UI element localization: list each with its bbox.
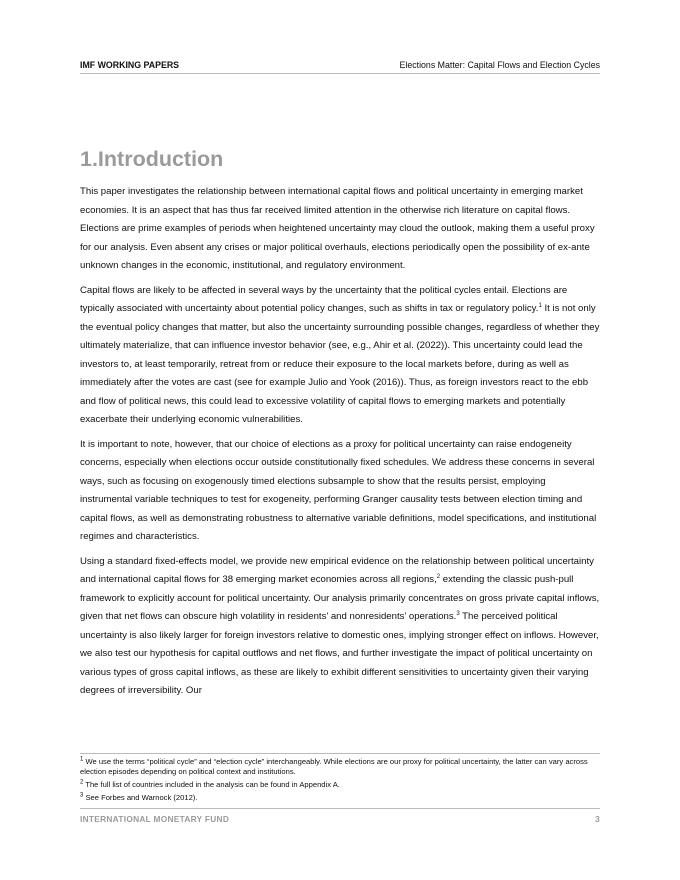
footnotes — [80, 757, 600, 805]
page-number: 3 — [595, 814, 600, 824]
footnote-ref[interactable]: 1 — [538, 302, 542, 309]
footnote: $^3$ See Forbes and Warnock (2012). — [80, 792, 198, 802]
running-footer — [80, 813, 600, 825]
section-title: 1.Introduction — [80, 147, 224, 171]
running-header — [80, 59, 600, 71]
footer-organization: INTERNATIONAL MONETARY FUND — [80, 814, 230, 824]
header-series-title: IMF WORKING PAPERS — [80, 60, 180, 70]
footnote-divider — [80, 753, 600, 754]
footnote: $^2$ The full list of countries included in the analysis can be found in Appendix A. — [80, 779, 340, 789]
footer-divider — [80, 808, 600, 809]
header-divider — [80, 73, 600, 74]
paragraph: Using a standard fixed-effects model, we provide new empirical evidence on the relationship between political uncertainty and international capital flows for 38 emerging market economies across all regions,$^2$ extending the classic push-pull framework to explicitly account for political uncertainty. Our analysis primarily concentrates on gross private capital inflows, given that net flows can obscure high volatility in residents’ and nonresidents’ operations.$^3$ The perceived political uncertainty is also likely larger for foreign investors relative to domestic ones, implying stronger effect on inflows. However, we also test our hypothesis for capital outflows and net flows, and further investigate the impact of political uncertainty on various types of gross capital inflows, as these are likely to exhibit different sensitivities to uncertainty given their varying degrees of irreversibility. Our — [80, 555, 600, 696]
paragraph: This paper investigates the relationship between international capital flows and political uncertainty in emerging market economies. It is an aspect that has thus far received limited attention in the otherwise rich literature on capital flows. Elections are prime examples of periods when heightened uncertainty may cloud the outlook, making them a useful proxy for our analysis. Even absent any crises or major political overhauls, elections periodically open the possibility of ex-ante unknown changes in the economic, institutional, and regulatory environment. — [80, 186, 595, 271]
paragraph: Capital flows are likely to be affected in several ways by the uncertainty that the political cycles entail. Elections are typically associated with uncertainty about potential policy changes, such as shifts in tax or regulatory policy.$^1$ It is not only the eventual policy changes that matter, but also the uncertainty surrounding possible changes, regardless of whether they ultimately materialize, that can influence investor behavior (see, e.g., Ahir et al. (2022)). This uncertainty could lead the investors to, at least temporarily, retreat from or reduce their exposure to the local markets before, during as well as immediately after the votes are cast (see for example Julio and Yook (2016)). Thus, as foreign investors react to the ebb and flow of political news, this could lead to excessive volatility of capital flows to emerging markets and potentially exacerbate their underlying economic vulnerabilities. — [80, 284, 600, 425]
footnote-number: 2 — [80, 779, 84, 786]
footnote: $^1$ We use the terms “political cycle” and “election cycle” interchangeably. While elections are our proxy for political uncertainty, the latter can vary across election episodes depending on political context and institutions. — [80, 756, 588, 777]
footnote-number: 3 — [80, 792, 84, 799]
footnote-ref[interactable]: 2 — [436, 573, 441, 580]
paragraph: It is important to note, however, that our choice of elections as a proxy for political uncertainty can raise endogeneity concerns, especially when elections occur outside constitutionally fixed schedules. We address these concerns in several ways, such as focusing on exogenously timed elections subsample to show that the results persist, employing instrumental variable techniques to test for exogeneity, performing Granger causality tests between election timing and capital flows, as well as demonstrating robustness to alternative variable definitions, model specifications, and institutional regimes and characteristics. — [80, 438, 597, 542]
footnote-ref[interactable]: 3 — [456, 610, 460, 617]
footnote-number: 1 — [80, 756, 84, 763]
header-paper-title: Elections Matter: Capital Flows and Election Cycles — [399, 60, 600, 70]
body-text — [80, 183, 600, 707]
